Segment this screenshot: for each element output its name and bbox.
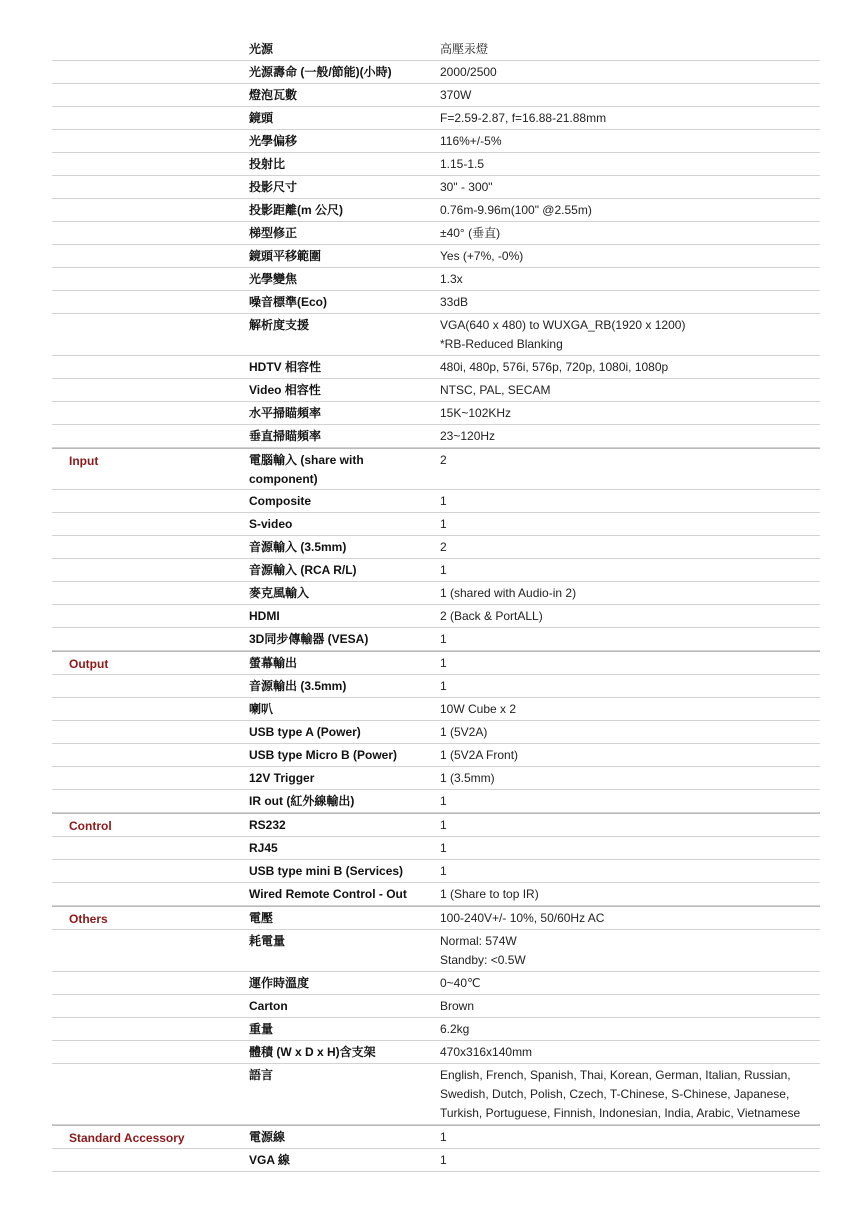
spec-value: VGA(640 x 480) to WUXGA_RB(1920 x 1200) *RB-Reduced Blanking (440, 318, 686, 351)
spec-row (52, 790, 820, 813)
spec-row (52, 356, 820, 379)
section-label (52, 767, 244, 789)
spec-key: 垂直掃瞄頻率 (249, 429, 322, 443)
section-label (52, 84, 244, 106)
spec-key: 3D同步傳輸器 (VESA) (249, 632, 369, 646)
spec-value: 1 (440, 656, 447, 670)
spec-key: 音源輸入 (3.5mm) (249, 540, 347, 554)
spec-value: 6.2kg (440, 1022, 470, 1036)
spec-key: Wired Remote Control - Out (249, 887, 407, 901)
section-label (52, 721, 244, 743)
spec-key: 噪音標準(Eco) (249, 295, 328, 309)
section-label (52, 130, 244, 152)
spec-key: RJ45 (249, 841, 278, 855)
spec-key: IR out (紅外線輸出) (249, 794, 355, 808)
spec-key: 12V Trigger (249, 771, 315, 785)
section-label (52, 314, 244, 355)
spec-value: 23~120Hz (440, 429, 496, 443)
spec-table (52, 38, 820, 1172)
spec-value: Normal: 574W Standby: <0.5W (440, 934, 526, 967)
spec-value: 370W (440, 88, 472, 102)
spec-value: F=2.59-2.87, f=16.88-21.88mm (440, 111, 607, 125)
spec-value: 0~40℃ (440, 976, 481, 990)
spec-key: 電壓 (249, 911, 274, 925)
spec-row (52, 245, 820, 268)
spec-value: ±40° (垂直) (440, 226, 501, 240)
section-label (52, 698, 244, 720)
section-label (52, 860, 244, 882)
spec-key: 電源線 (249, 1130, 286, 1144)
spec-row (52, 860, 820, 883)
spec-row (52, 490, 820, 513)
spec-key: 光學偏移 (249, 134, 298, 148)
spec-key: 體積 (W x D x H)含支架 (249, 1045, 376, 1059)
spec-row (52, 651, 820, 675)
section-label (52, 972, 244, 994)
spec-row (52, 130, 820, 153)
spec-value: Yes (+7%, -0%) (440, 249, 524, 263)
spec-key: 語言 (249, 1068, 274, 1082)
section-label: Standard Accessory (69, 1131, 185, 1145)
section-label: Others (69, 912, 108, 926)
spec-value: 1 (5V2A) (440, 725, 488, 739)
spec-value: 高壓汞燈 (440, 42, 489, 56)
spec-key: 螢幕輸出 (249, 656, 298, 670)
spec-value: 1 (440, 632, 447, 646)
spec-row (52, 675, 820, 698)
spec-row (52, 153, 820, 176)
spec-value: 2000/2500 (440, 65, 497, 79)
spec-value: 1 (440, 1153, 447, 1167)
spec-value: 10W Cube x 2 (440, 702, 517, 716)
spec-row (52, 61, 820, 84)
section-label (52, 425, 244, 447)
spec-row (52, 379, 820, 402)
spec-value: 1 (440, 494, 447, 508)
spec-key: 耗電量 (249, 934, 286, 948)
spec-key: USB type Micro B (Power) (249, 748, 398, 762)
section-label (52, 490, 244, 512)
spec-value: Brown (440, 999, 475, 1013)
spec-row (52, 721, 820, 744)
section-label (52, 883, 244, 905)
spec-row (52, 995, 820, 1018)
spec-row (52, 268, 820, 291)
section-label (52, 675, 244, 697)
spec-row (52, 176, 820, 199)
spec-value: 15K~102KHz (440, 406, 512, 420)
spec-row (52, 38, 820, 61)
spec-row (52, 559, 820, 582)
section-label (52, 356, 244, 378)
spec-key: Carton (249, 999, 288, 1013)
spec-key: USB type A (Power) (249, 725, 361, 739)
spec-value: 1 (440, 1130, 447, 1144)
spec-key: 光源壽命 (一般/節能)(小時) (249, 65, 392, 79)
section-label: Output (69, 657, 109, 671)
spec-key: 光學變焦 (249, 272, 298, 286)
spec-value: 1 (3.5mm) (440, 771, 495, 785)
spec-value: 2 (440, 453, 447, 467)
spec-row (52, 222, 820, 245)
spec-row (52, 744, 820, 767)
spec-row (52, 628, 820, 651)
spec-value: 30" - 300" (440, 180, 493, 194)
spec-value: English, French, Spanish, Thai, Korean, German, Italian, Russian, Swedish, Dutch, Polish, Czech, T-Chinese, S-Chinese, Japanese, Turkish, Portuguese, Finnish, Indonesian, India, Arabic, Vietnamese (440, 1068, 801, 1120)
spec-key: USB type mini B (Services) (249, 864, 404, 878)
section-label (52, 268, 244, 290)
section-label (52, 790, 244, 812)
spec-value: 0.76m-9.96m(100" @2.55m) (440, 203, 592, 217)
section-label (52, 199, 244, 221)
spec-row (52, 107, 820, 130)
section-label (52, 1149, 244, 1171)
section-label: Input (69, 454, 99, 468)
section-label (52, 1041, 244, 1063)
spec-row (52, 906, 820, 930)
section-label (52, 153, 244, 175)
section-label (52, 559, 244, 581)
spec-key: RS232 (249, 818, 286, 832)
spec-value: 480i, 480p, 576i, 576p, 720p, 1080i, 1080p (440, 360, 669, 374)
section-label (52, 61, 244, 83)
spec-row (52, 314, 820, 356)
spec-value: 1 (440, 517, 447, 531)
section-label (52, 605, 244, 627)
spec-row (52, 883, 820, 906)
section-label (52, 402, 244, 424)
spec-row (52, 402, 820, 425)
spec-key: Video 相容性 (249, 383, 321, 397)
spec-value: 1.15-1.5 (440, 157, 485, 171)
spec-value: 1 (440, 818, 447, 832)
spec-row (52, 837, 820, 860)
spec-key: S-video (249, 517, 293, 531)
spec-key: 電腦輸入 (share with component) (249, 453, 364, 486)
section-label (52, 995, 244, 1017)
spec-value: 1 (440, 563, 447, 577)
spec-key: 鏡頭平移範圍 (249, 249, 322, 263)
spec-value: 1 (shared with Audio-in 2) (440, 586, 577, 600)
spec-key: 水平掃瞄頻率 (249, 406, 322, 420)
spec-row (52, 199, 820, 222)
spec-key: 燈泡瓦數 (249, 88, 298, 102)
spec-row (52, 1125, 820, 1149)
spec-row (52, 448, 820, 490)
section-label (52, 837, 244, 859)
spec-row (52, 1041, 820, 1064)
spec-value: 33dB (440, 295, 469, 309)
spec-key: Composite (249, 494, 312, 508)
spec-key: HDTV 相容性 (249, 360, 322, 374)
spec-key: HDMI (249, 609, 280, 623)
section-label (52, 1018, 244, 1040)
spec-row (52, 767, 820, 790)
spec-row (52, 1064, 820, 1125)
section-label (52, 38, 244, 60)
spec-key: VGA 線 (249, 1153, 290, 1167)
spec-value: 116%+/-5% (440, 134, 502, 148)
spec-value: 1 (440, 864, 447, 878)
section-label (52, 930, 244, 971)
section-label: Control (69, 819, 112, 833)
section-label (52, 245, 244, 267)
section-label (52, 379, 244, 401)
section-label (52, 582, 244, 604)
spec-value: 1 (5V2A Front) (440, 748, 519, 762)
spec-value: 1 (440, 841, 447, 855)
spec-key: 重量 (249, 1022, 274, 1036)
section-label (52, 513, 244, 535)
spec-row (52, 425, 820, 448)
spec-value: 470x316x140mm (440, 1045, 533, 1059)
spec-key: 鏡頭 (249, 111, 274, 125)
spec-key: 梯型修正 (249, 226, 298, 240)
spec-key: 光源 (249, 42, 274, 56)
spec-row (52, 1018, 820, 1041)
section-label (52, 536, 244, 558)
spec-key: 運作時溫度 (249, 976, 310, 990)
spec-key: 投影尺寸 (249, 180, 298, 194)
spec-value: 2 (440, 540, 447, 554)
spec-value: 1 (440, 679, 447, 693)
section-label (52, 176, 244, 198)
section-label (52, 222, 244, 244)
spec-row (52, 1149, 820, 1172)
section-label (52, 1064, 244, 1124)
spec-value: 2 (Back & PortALL) (440, 609, 543, 623)
section-label (52, 291, 244, 313)
spec-row (52, 813, 820, 837)
spec-key: 音源輸出 (3.5mm) (249, 679, 347, 693)
spec-value: 100-240V+/- 10%, 50/60Hz AC (440, 911, 605, 925)
spec-key: 投射比 (249, 157, 286, 171)
spec-row (52, 930, 820, 972)
spec-row (52, 536, 820, 559)
spec-row (52, 84, 820, 107)
spec-value: 1 (Share to top IR) (440, 887, 539, 901)
spec-row (52, 291, 820, 314)
section-label (52, 628, 244, 650)
section-label (52, 107, 244, 129)
spec-row (52, 513, 820, 536)
spec-value: NTSC, PAL, SECAM (440, 383, 551, 397)
spec-key: 音源輸入 (RCA R/L) (249, 563, 357, 577)
spec-row (52, 605, 820, 628)
spec-key: 投影距離(m 公尺) (249, 203, 343, 217)
spec-row (52, 582, 820, 605)
spec-row (52, 972, 820, 995)
spec-value: 1 (440, 794, 447, 808)
spec-value: 1.3x (440, 272, 463, 286)
spec-key: 解析度支援 (249, 318, 310, 332)
spec-row (52, 698, 820, 721)
section-label (52, 744, 244, 766)
spec-key: 麥克風輸入 (249, 586, 310, 600)
spec-key: 喇叭 (249, 702, 274, 716)
